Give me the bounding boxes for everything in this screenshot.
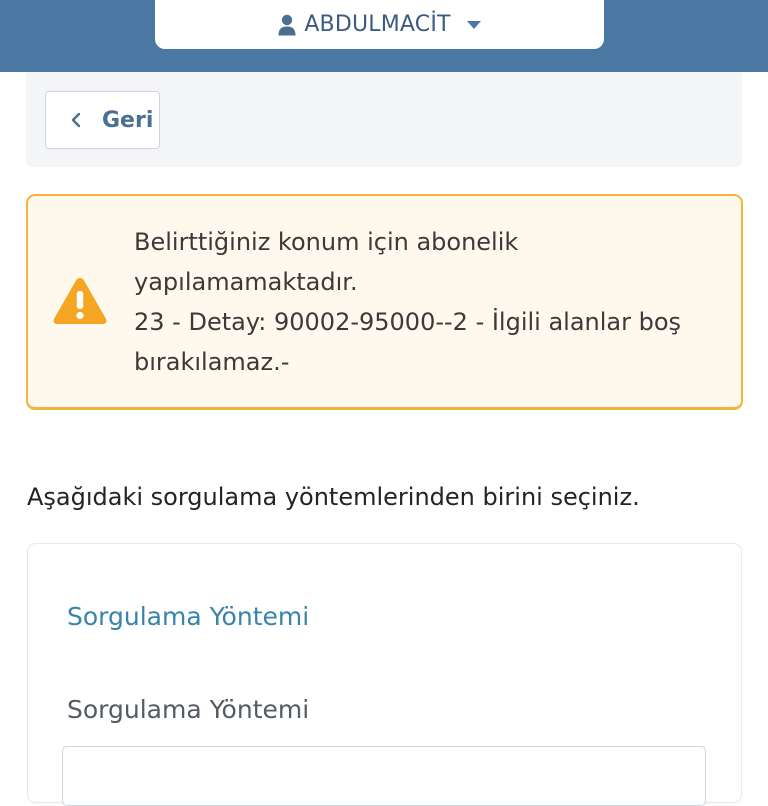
back-button[interactable] bbox=[45, 91, 160, 149]
alert-message bbox=[134, 222, 714, 382]
alert-message-line1: Belirttiğiniz konum için abonelik yapılamamaktadır. bbox=[134, 228, 519, 296]
query-method-select[interactable] bbox=[62, 746, 706, 806]
warning-triangle-icon bbox=[52, 276, 108, 326]
user-name: ABDULMACİT bbox=[304, 12, 451, 37]
back-button-label: Geri bbox=[102, 107, 154, 133]
alert-message-line2: 23 - Detay: 90002-95000--2 - İlgili alanlar boş bırakılamaz.- bbox=[134, 308, 682, 376]
card-title: Sorgulama Yöntemi bbox=[67, 602, 310, 631]
chevron-left-icon bbox=[70, 112, 82, 128]
query-method-label: Sorgulama Yöntemi bbox=[67, 695, 310, 724]
instruction-text: Aşağıdaki sorgulama yöntemlerinden birini seçiniz. bbox=[27, 483, 640, 511]
top-bar bbox=[0, 0, 768, 72]
caret-down-icon[interactable] bbox=[467, 20, 481, 30]
user-icon bbox=[278, 14, 296, 36]
user-menu[interactable] bbox=[155, 0, 604, 49]
